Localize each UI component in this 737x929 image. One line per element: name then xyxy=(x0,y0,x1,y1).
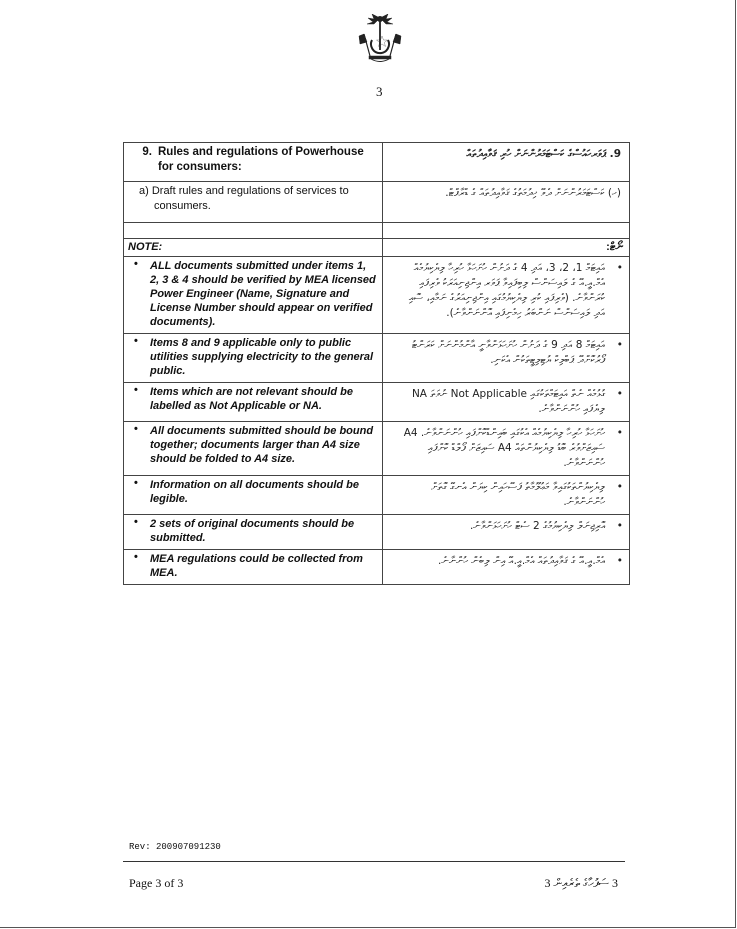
footer-divider xyxy=(123,861,625,862)
note-item-text-dhivehi: އައިޓަމް 1، 2، 3، އަދި 4 ގެ ދަށުން ހުށަހަޅާ ހުރިހާ ލިޔެކިޔުމެއް އެމް.އީ.އޭ ގެ ލައިސަންސް ލިބިފައިވާ ޕަވަރ އިންޖިނިއަރަކު ވެރިފައި ކުރަންވާނެ. (ވެރިފައި ކުރި ލިޔެކިޔުމުގައި އިންޖިނިއަރުގެ ނަމާއި، ސޮއި އަދި ލައިސަންސް ނަންބަރު ހިމެނިފައި އޮންނަންވާނެ). xyxy=(408,262,605,319)
table-row xyxy=(124,515,630,550)
note-label-dhivehi: ނޯޓް: xyxy=(606,241,623,253)
bullet-icon: • xyxy=(134,423,138,435)
bullet-icon: • xyxy=(616,520,623,532)
page-number-top: 3 xyxy=(376,84,383,99)
subsection-text-dhivehi: (ހ) ކަސްޓަމަރުންނަށް ދެވޭ ޚިދުމަތުގެ ޤަވާއިދުތައް ގެ ޑްރާފްޓް. xyxy=(445,187,621,199)
table-row xyxy=(124,223,630,239)
table-row xyxy=(124,334,630,383)
note-item-text: All documents submitted should be bound together; documents larger than A4 size should be folded to A4 size. xyxy=(150,425,374,465)
note-item-text: ALL documents submitted under items 1, 2, 3 & 4 should be verified by MEA licensed Power Engineer (Name, Signature and License Number should appear on verified documents). xyxy=(150,260,376,328)
bullet-icon: • xyxy=(616,555,623,567)
note-item-text-dhivehi: އެމް.އީ.އޭ ގެ ޤަވާއިދުތައް އެމް.އީ.އޭ އިން ލިބެން ހުންނާނެ. xyxy=(437,555,605,567)
note-item-text: Items 8 and 9 applicable only to public utilities supplying electricity to the general public. xyxy=(150,337,374,377)
table-row xyxy=(124,476,630,515)
bullet-icon: • xyxy=(616,339,623,351)
note-item-text-dhivehi: ހުށަހަޅާ ހުރިހާ ލިޔެކިޔުމެއް އެކުގައި ބައިންޑްކޮށްފައި ހުންނަންވާނެ. A4 ސައިޒަށްވުރެ ބޮޑު ލިޔެކިޔުންތައް A4 ސައިޒަށް ފޯލްޑް ކޮށްފައި ހުންނަންވާނެ. xyxy=(403,427,605,469)
section-heading xyxy=(124,143,382,181)
note-item-text: Items which are not relevant should be labelled as Not Applicable or NA. xyxy=(150,386,353,412)
bullet-icon: • xyxy=(134,477,138,489)
bullet-icon: • xyxy=(616,427,623,439)
requirements-table xyxy=(123,142,630,585)
note-item-text-dhivehi: އައިޓަމް 8 އަދި 9 ގެ ދަށުން ހުށަހަޅަންވާނީ އާންމުންނަށް ކަރަންޓު ފޯރުކޮށްދޭ ޕަބްލިކް ޔުޓިލިޓީތަކުން އެކަނި. xyxy=(411,339,605,366)
note-item-text: MEA regulations could be collected from MEA. xyxy=(150,553,363,579)
bullet-icon: • xyxy=(616,481,623,493)
note-item-text-dhivehi: ގުޅުމެއް ނެތް އައިޓަމްތަކުގައި Not Applicable ނުވަތަ NA ލިޔެފައި ހުންނަންވާނެ. xyxy=(411,388,605,415)
table-row xyxy=(124,143,630,182)
table-row xyxy=(124,182,630,223)
note-item-text: Information on all documents should be legible. xyxy=(150,479,360,505)
section-heading-dhivehi: 9. ޕަވަރހައުސްގެ ކަސްޓަމަރުންނަށް ހުރި ޤަވާއިދުތައް xyxy=(466,148,621,160)
footer-page-english: Page 3 of 3 xyxy=(129,876,184,890)
note-item-text: 2 sets of original documents should be submitted. xyxy=(150,518,355,544)
blank-cell xyxy=(383,223,630,239)
section-heading-text: Rules and regulations of Powerhouse for consumers: xyxy=(158,146,364,173)
note-item-text-dhivehi: ލިޔެކިޔުންތަކުގައިވާ މަޢުލޫމާތު ފަސޭހައިން ކިޔަން އެނގޭ ގޮތަށް ހުންނަންވާނެ. xyxy=(431,481,605,508)
revision-code: Rev: 200907091230 xyxy=(129,842,221,852)
note-label: NOTE: xyxy=(128,241,163,253)
bullet-icon: • xyxy=(134,384,138,396)
note-item-text-dhivehi: އޮރިޖިނަލް ލިޔެކިޔުމުގެ 2 ސެޓް ހުށަހަޅަންވާނެ. xyxy=(469,520,605,532)
bullet-icon: • xyxy=(616,388,623,400)
table-row xyxy=(124,422,630,476)
bullet-icon: • xyxy=(616,262,623,274)
table-row xyxy=(124,550,630,585)
section-number: 9. xyxy=(142,146,152,158)
footer-page-dhivehi: 3 ސަފުހާގެ ތެރެއިން 3 xyxy=(544,876,618,890)
bullet-icon: • xyxy=(134,551,138,563)
subsection-text: a) Draft rules and regulations of services to consumers. xyxy=(139,185,349,212)
table-row xyxy=(124,239,630,257)
table-row xyxy=(124,383,630,422)
blank-cell xyxy=(124,223,383,239)
bullet-icon: • xyxy=(134,258,138,270)
table-row xyxy=(124,257,630,334)
national-emblem-icon xyxy=(358,14,402,66)
bullet-icon: • xyxy=(134,516,138,528)
bullet-icon: • xyxy=(134,335,138,347)
